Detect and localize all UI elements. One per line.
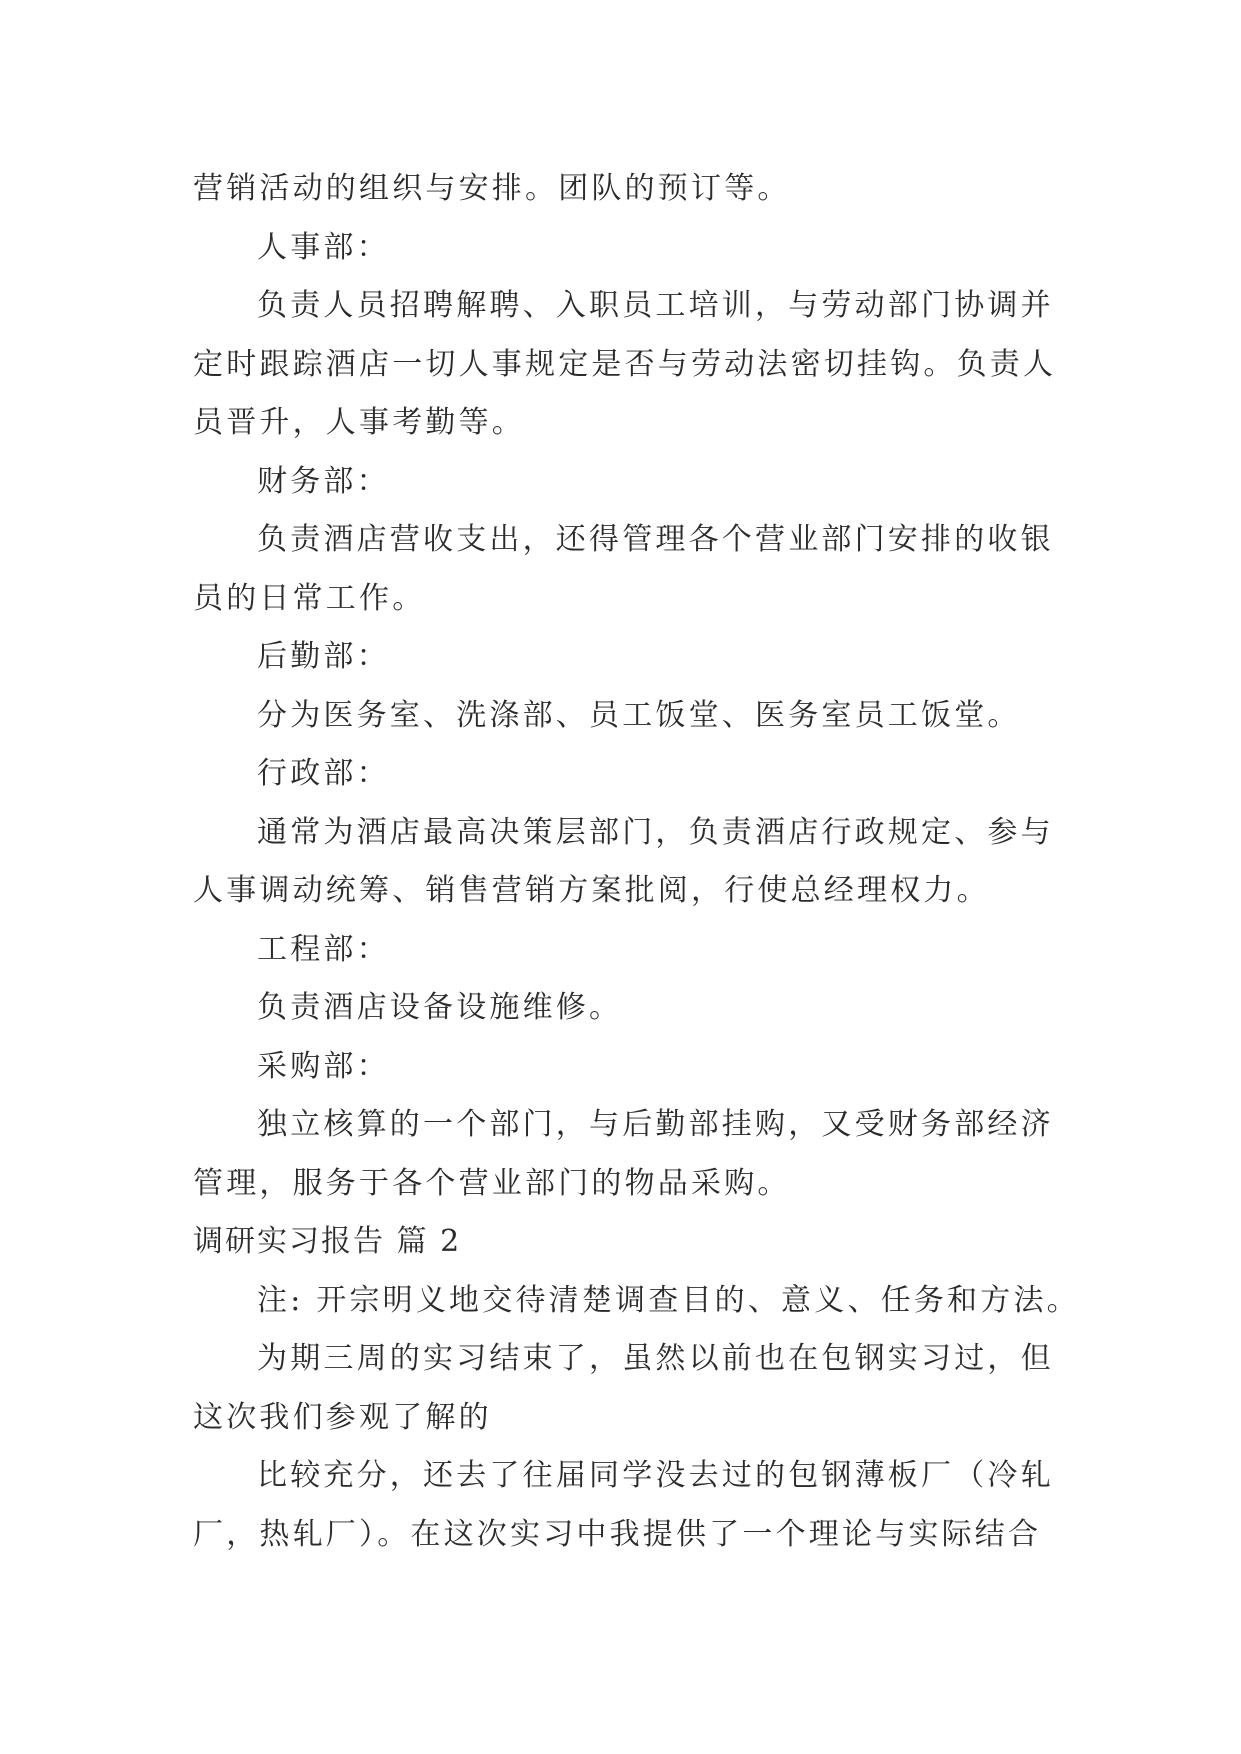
section-heading-finance: 财务部：	[257, 463, 390, 499]
paragraph-line: 比较充分，还去了往届同学没去过的包钢薄板厂（冷轧	[257, 1458, 1054, 1493]
paragraph-line: 员晋升，人事考勤等。	[193, 405, 525, 440]
paragraph-line: 厂，热轧厂）。在这次实习中我提供了一个理论与实际结合	[193, 1516, 1042, 1552]
document-body	[193, 160, 1080, 1564]
paragraph-line: 员的日常工作。	[193, 580, 426, 616]
paragraph-line: 这次我们参观了解的	[193, 1399, 492, 1435]
paragraph-line: 分为医务室、洗涤部、员工饭堂、医务室员工饭堂。	[257, 697, 1021, 733]
paragraph-line: 独立核算的一个部门，与后勤部挂购，又受财务部经济	[257, 1107, 1054, 1142]
note-line: 注: 开宗明义地交待清楚调查目的、意义、任务和方法。	[257, 1282, 1080, 1318]
paragraph-line: 通常为酒店最高决策层部门，负责酒店行政规定、参与	[257, 814, 1054, 850]
paragraph-line: 营销活动的组织与安排。团队的预订等。	[193, 171, 791, 206]
paragraph-line: 负责酒店营收支出，还得管理各个营业部门安排的收银	[257, 522, 1054, 557]
report-section-title: 调研实习报告 篇 2	[193, 1224, 462, 1259]
section-heading-purchasing: 采购部：	[257, 1048, 390, 1084]
section-heading-personnel: 人事部：	[257, 229, 390, 265]
paragraph-line: 人事调动统筹、销售营销方案批阅，行使总经理权力。	[193, 873, 990, 908]
paragraph-line: 为期三周的实习结束了，虽然以前也在包钢实习过，但	[257, 1341, 1054, 1376]
paragraph-line: 负责酒店设备设施维修。	[257, 990, 623, 1025]
paragraph-line: 定时跟踪酒店一切人事规定是否与劳动法密切挂钩。负责人	[193, 346, 1057, 382]
section-heading-administration: 行政部：	[257, 756, 390, 791]
section-heading-engineering: 工程部：	[257, 931, 390, 967]
section-heading-logistics: 后勤部：	[257, 639, 390, 674]
paragraph-line: 负责人员招聘解聘、入职员工培训，与劳动部门协调并	[257, 288, 1054, 323]
paragraph-line: 管理，服务于各个营业部门的物品采购。	[193, 1165, 791, 1201]
